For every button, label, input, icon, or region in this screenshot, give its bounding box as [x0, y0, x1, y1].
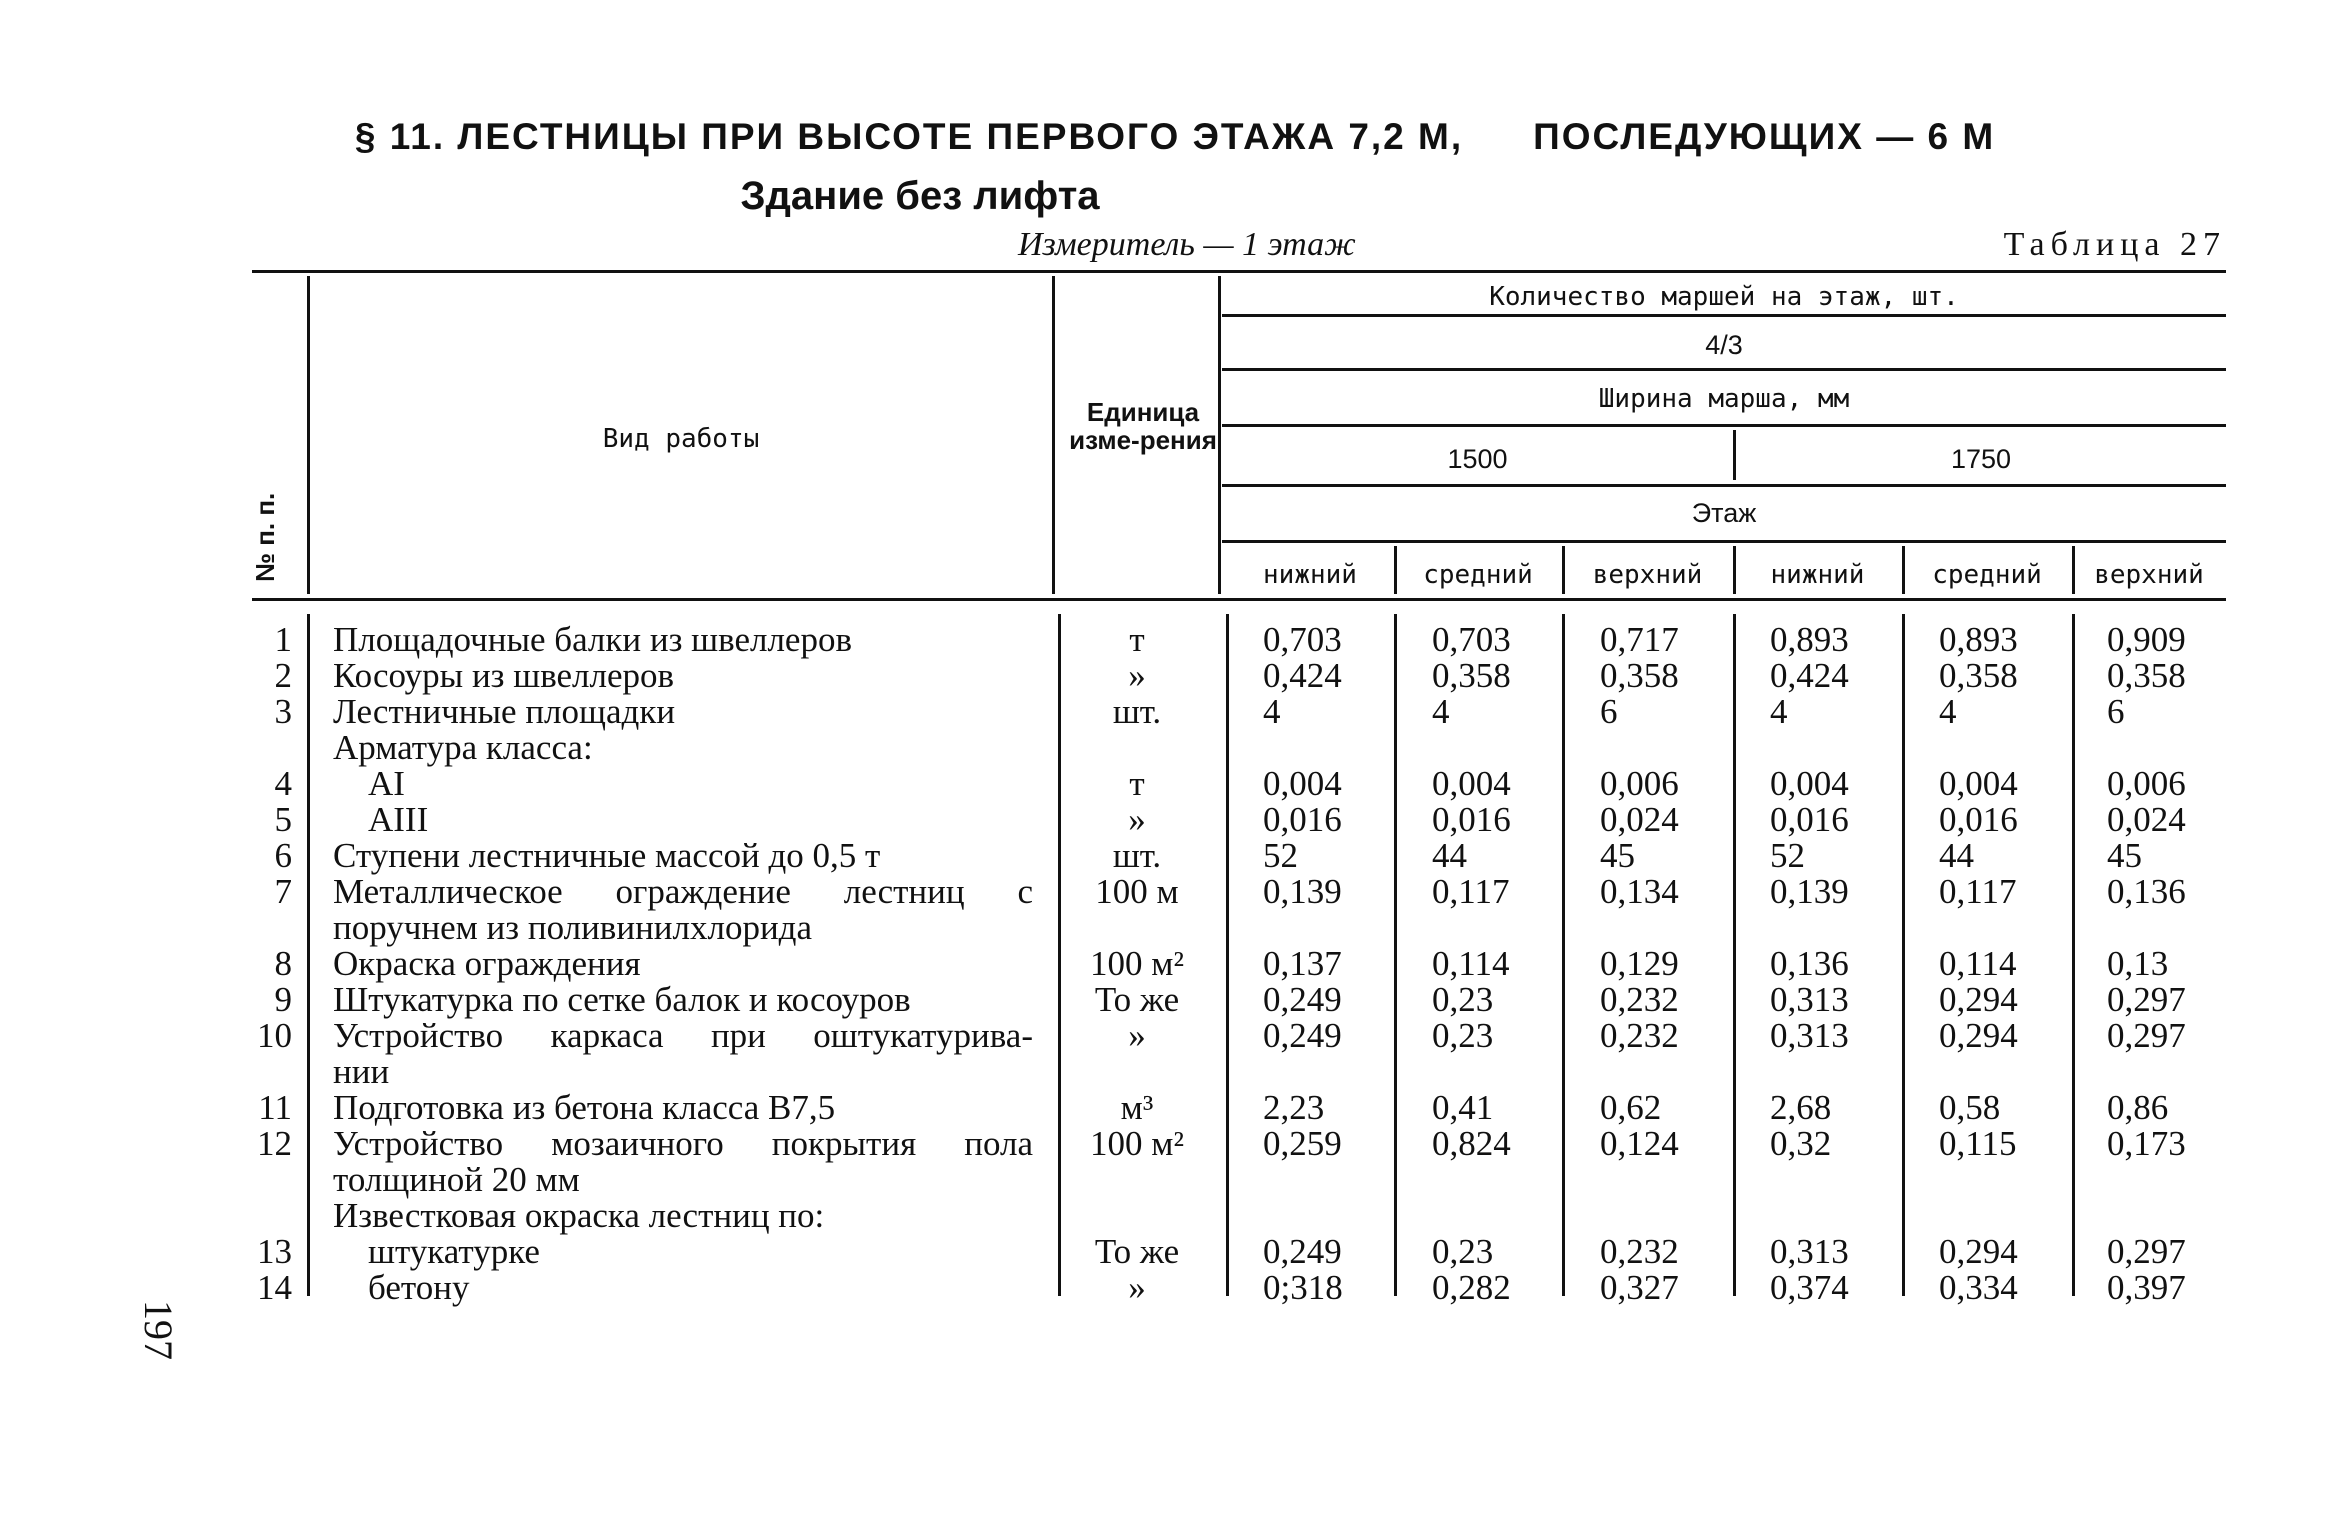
body-divider — [307, 614, 310, 1296]
value-cell: 2,23 — [1263, 1088, 1325, 1127]
header-divider — [1052, 276, 1055, 594]
row-number: 14 — [257, 1268, 292, 1307]
floor-label: верхний — [1592, 560, 1703, 590]
row-number: 11 — [258, 1088, 292, 1127]
floor-label: средний — [1932, 560, 2042, 590]
value-cell: 44 — [1432, 836, 1467, 875]
value-cell: 0,134 — [1600, 872, 1679, 911]
count-value: 4/3 — [1705, 330, 1743, 360]
value-cell: 0,327 — [1600, 1268, 1679, 1307]
value-cell: 0,397 — [2107, 1268, 2186, 1307]
value-cell: 0,313 — [1770, 1232, 1849, 1271]
value-cell: 0,374 — [1770, 1268, 1849, 1307]
work-description: Окраска ограждения — [333, 944, 641, 983]
value-cell: 0,13 — [2107, 944, 2169, 983]
value-cell: 0,249 — [1263, 1232, 1342, 1271]
work-description: Устройство каркаса при оштукатурива- — [333, 1016, 1033, 1055]
row-number: 1 — [274, 620, 292, 659]
row-number: 3 — [274, 692, 292, 731]
floor-label: средний — [1423, 560, 1533, 590]
value-cell: 0,717 — [1600, 620, 1679, 659]
unit-cell: м³ — [1120, 1088, 1154, 1127]
value-cell: 0,249 — [1263, 1016, 1342, 1055]
work-description: Ступени лестничные массой до 0,5 т — [333, 836, 881, 875]
value-cell: 0,004 — [1939, 764, 2018, 803]
value-cell: 0,004 — [1770, 764, 1849, 803]
value-cell: 0,334 — [1939, 1268, 2018, 1307]
unit-cell: То же — [1094, 1232, 1180, 1271]
value-cell: 0,232 — [1600, 1016, 1679, 1055]
value-cell: 0,23 — [1432, 980, 1494, 1019]
row-number: 8 — [274, 944, 292, 983]
value-cell: 0,232 — [1600, 980, 1679, 1019]
value-cell: 45 — [2107, 836, 2142, 875]
value-cell: 0,114 — [1432, 944, 1510, 983]
unit-cell: т — [1129, 764, 1145, 803]
col-header-work: Вид работы — [602, 424, 760, 454]
value-cell: 0,358 — [1939, 656, 2018, 695]
value-cell: 0,137 — [1263, 944, 1342, 983]
value-cell: 0,115 — [1939, 1124, 2017, 1163]
body-divider — [1226, 614, 1229, 1296]
value-cell: 0,282 — [1432, 1268, 1511, 1307]
section-title — [0, 116, 2350, 158]
header-rule — [1222, 368, 2226, 371]
work-description: Арматура класса: — [333, 728, 593, 767]
value-cell: 0,703 — [1432, 620, 1511, 659]
value-cell: 4 — [1770, 692, 1788, 731]
value-cell: 0,006 — [2107, 764, 2186, 803]
value-cell: 0,136 — [1770, 944, 1849, 983]
value-cell: 0,024 — [2107, 800, 2186, 839]
value-cell: 6 — [2107, 692, 2125, 731]
work-description: Устройство мозаичного покрытия пола — [333, 1124, 1033, 1163]
work-description: нии — [333, 1052, 390, 1091]
value-cell: 0,424 — [1263, 656, 1342, 695]
row-number: 6 — [274, 836, 292, 875]
value-cell: 0,41 — [1432, 1088, 1494, 1127]
value-cell: 4 — [1432, 692, 1450, 731]
value-cell: 0,016 — [1432, 800, 1511, 839]
section-title-right: ПОСЛЕДУЮЩИХ — 6 М — [1533, 116, 1996, 157]
value-cell: 0,114 — [1939, 944, 2017, 983]
body-divider — [1058, 614, 1061, 1296]
value-cell: 0,58 — [1939, 1088, 2001, 1127]
unit-cell: 100 м² — [1090, 1124, 1184, 1163]
work-description: штукатурке — [368, 1232, 540, 1271]
work-description: Подготовка из бетона класса В7,5 — [333, 1088, 836, 1127]
unit-cell: 100 м — [1095, 872, 1179, 911]
work-description: Металлическое ограждение лестниц с — [333, 872, 1033, 911]
floor-label: нижний — [1263, 560, 1357, 590]
measure-label: Измеритель — 1 этаж — [1018, 226, 1356, 263]
value-cell: 0,259 — [1263, 1124, 1342, 1163]
work-description: Известковая окраска лестниц по: — [333, 1196, 825, 1235]
table-label: Таблица 27 — [2003, 226, 2226, 263]
unit-cell: шт. — [1112, 692, 1162, 731]
value-cell: 0,124 — [1600, 1124, 1679, 1163]
value-cell: 52 — [1770, 836, 1805, 875]
value-cell: 0,117 — [1432, 872, 1510, 911]
value-cell: 0,358 — [2107, 656, 2186, 695]
work-description: Косоуры из швеллеров — [333, 656, 675, 695]
header-rule — [1222, 314, 2226, 317]
page-number: 197 — [136, 1300, 181, 1360]
unit-cell: » — [1128, 1016, 1146, 1055]
value-cell: 0,232 — [1600, 1232, 1679, 1271]
floor-header: Этаж — [1691, 498, 1757, 528]
header-rule — [1222, 424, 2226, 427]
count-header: Количество маршей на этаж, шт. — [1489, 282, 1959, 312]
value-cell: 44 — [1939, 836, 1974, 875]
row-number: 12 — [257, 1124, 292, 1163]
work-description: поручнем из поливинилхлорида — [333, 908, 813, 947]
width-1500: 1500 — [1447, 444, 1508, 474]
work-description: AIII — [368, 800, 429, 839]
work-description: бетону — [368, 1268, 470, 1307]
value-cell: 0,358 — [1432, 656, 1511, 695]
subtitle: Здание без лифта — [740, 174, 1100, 218]
row-number: 2 — [274, 656, 292, 695]
section-title-left: § 11. ЛЕСТНИЦЫ ПРИ ВЫСОТЕ ПЕРВОГО ЭТАЖА 7,2 М, — [354, 116, 1464, 157]
width-1750: 1750 — [1950, 444, 2012, 474]
work-description: Площадочные балки из швеллеров — [333, 620, 852, 659]
value-cell: 0,294 — [1939, 980, 2018, 1019]
value-cell: 0,136 — [2107, 872, 2186, 911]
value-cell: 0,909 — [2107, 620, 2186, 659]
unit-cell: То же — [1094, 980, 1180, 1019]
unit-cell: т — [1129, 620, 1145, 659]
value-cell: 6 — [1600, 692, 1618, 731]
col-header-number: № п. п. — [250, 492, 280, 582]
value-cell: 0,004 — [1432, 764, 1511, 803]
value-cell: 0,004 — [1263, 764, 1342, 803]
value-cell: 0,016 — [1263, 800, 1342, 839]
value-cell: 0,62 — [1600, 1088, 1662, 1127]
value-cell: 0,173 — [2107, 1124, 2186, 1163]
unit-cell: » — [1128, 656, 1146, 695]
value-cell: 4 — [1939, 692, 1957, 731]
value-cell: 4 — [1263, 692, 1281, 731]
value-cell: 0,297 — [2107, 1016, 2186, 1055]
width-header: Ширина марша, мм — [1598, 384, 1850, 414]
row-number: 7 — [274, 872, 292, 911]
floor-label: верхний — [2094, 560, 2204, 590]
floor-label: нижний — [1770, 560, 1865, 590]
value-cell: 0,024 — [1600, 800, 1679, 839]
row-number: 10 — [257, 1016, 292, 1055]
value-cell: 0,893 — [1939, 620, 2018, 659]
row-number: 5 — [274, 800, 292, 839]
header-rule — [1222, 540, 2226, 543]
table-top-rule — [252, 270, 2226, 273]
value-cell: 0,424 — [1770, 656, 1849, 695]
value-cell: 0,297 — [2107, 1232, 2186, 1271]
value-cell: 52 — [1263, 836, 1298, 875]
work-description: AI — [368, 764, 405, 803]
value-cell: 0,006 — [1600, 764, 1679, 803]
value-cell: 0,23 — [1432, 1016, 1494, 1055]
value-cell: 0,016 — [1939, 800, 2018, 839]
work-description: Лестничные площадки — [333, 692, 676, 731]
value-cell: 0,86 — [2107, 1088, 2169, 1127]
value-cell: 45 — [1600, 836, 1635, 875]
unit-cell: » — [1128, 800, 1146, 839]
value-cell: 0,117 — [1939, 872, 2017, 911]
work-description: толщиной 20 мм — [333, 1160, 580, 1199]
header-bottom-rule — [252, 598, 2226, 601]
value-cell: 0,32 — [1770, 1124, 1832, 1163]
value-cell: 0,313 — [1770, 980, 1849, 1019]
value-cell: 0,139 — [1263, 872, 1342, 911]
row-number: 9 — [274, 980, 292, 1019]
row-number: 13 — [257, 1232, 292, 1271]
value-cell: 0,358 — [1600, 656, 1679, 695]
value-cell: 0,294 — [1939, 1232, 2018, 1271]
unit-cell: шт. — [1112, 836, 1162, 875]
value-cell: 0,313 — [1770, 1016, 1849, 1055]
header-rule — [1222, 484, 2226, 487]
value-cell: 0,297 — [2107, 980, 2186, 1019]
value-cell: 0,23 — [1432, 1232, 1494, 1271]
value-cell: 0,294 — [1939, 1016, 2018, 1055]
row-number: 4 — [274, 764, 292, 803]
value-cell: 0,703 — [1263, 620, 1342, 659]
value-cell: 0,893 — [1770, 620, 1849, 659]
value-cell: 0,824 — [1432, 1124, 1511, 1163]
work-description: Штукатурка по сетке балок и косоуров — [333, 980, 911, 1019]
unit-cell: » — [1128, 1268, 1146, 1307]
value-cell: 0,139 — [1770, 872, 1849, 911]
value-cell: 0,129 — [1600, 944, 1679, 983]
value-cell: 2,68 — [1770, 1088, 1832, 1127]
value-cell: 0;318 — [1263, 1268, 1343, 1307]
value-cell: 0,016 — [1770, 800, 1849, 839]
value-cell: 0,249 — [1263, 980, 1342, 1019]
col-header-unit: Единица изме-рения — [1069, 397, 1217, 455]
unit-cell: 100 м² — [1090, 944, 1184, 983]
